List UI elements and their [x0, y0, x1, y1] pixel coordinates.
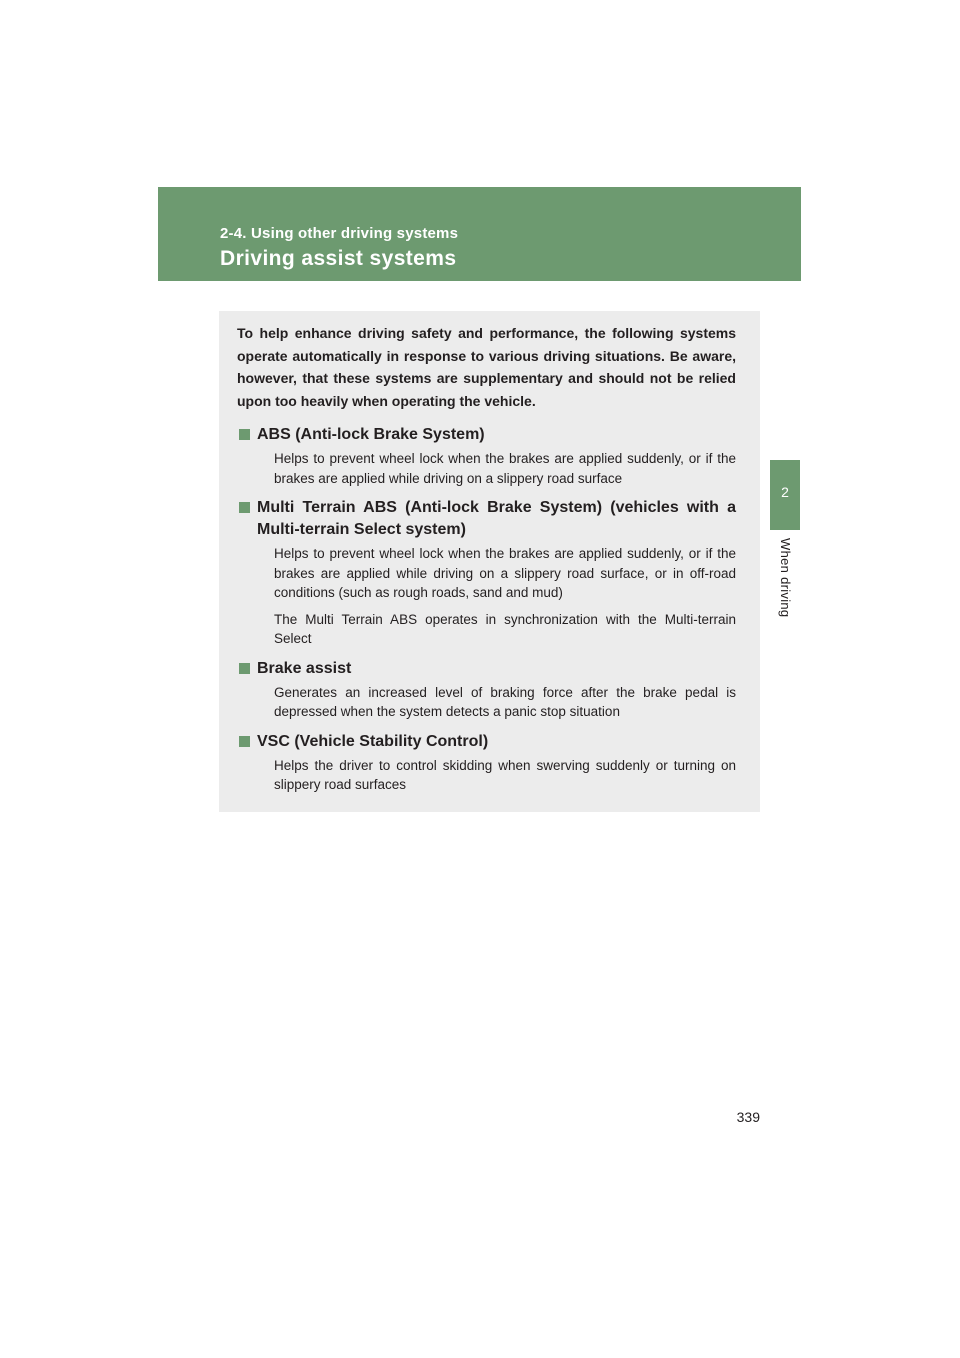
item-title	[237, 424, 736, 446]
item-description: Helps to prevent wheel lock when the brakes are applied suddenly, or if the brakes are applied while driving on a slippery road surface, or in off-road conditions (such as rough roads, sand and mud)	[274, 546, 736, 600]
item-title-text: ABS (Anti-lock Brake System)	[257, 426, 485, 443]
item-description: Generates an increased level of braking force after the brake pedal is depressed when the system detects a panic stop situation	[274, 684, 736, 719]
page-number: 339	[736, 1109, 760, 1125]
item-title-text: Brake assist	[257, 659, 352, 677]
item-title	[237, 497, 736, 541]
section-label: 2-4. Using other driving systems	[220, 225, 459, 242]
list-item-abs	[237, 424, 736, 488]
item-description: Helps to prevent wheel lock when the brakes are applied suddenly, or if the brakes are applied while driving on a slippery road surface	[274, 451, 736, 486]
chapter-header-band	[158, 187, 801, 281]
item-title	[237, 731, 736, 753]
list-item-brake-assist	[237, 658, 736, 722]
list-item-multi-terrain-abs	[237, 497, 736, 649]
item-description: The Multi Terrain ABS operates in synchronization with the Multi-terrain Select	[274, 611, 736, 646]
item-description: Helps the driver to control skidding when swerving suddenly or turning on slippery road surfaces	[274, 757, 736, 792]
square-bullet-icon	[239, 429, 250, 440]
intro-paragraph: To help enhance driving safety and performance, the following systems operate automatically in response to various driving situations. Be aware, however, that these systems are supplementary and should not be relied upon too heavily when operating the vehicle.	[237, 325, 736, 409]
item-title	[237, 658, 736, 680]
item-title-text: Multi Terrain ABS (Anti-lock Brake System) (vehicles with a Multi-terrain Select system)	[257, 499, 736, 538]
square-bullet-icon	[239, 736, 250, 747]
list-item-vsc	[237, 731, 736, 795]
page-heading: Driving assist systems	[220, 247, 457, 270]
chapter-side-tab[interactable]	[770, 460, 800, 530]
item-title-text: VSC (Vehicle Stability Control)	[257, 732, 489, 750]
square-bullet-icon	[239, 502, 250, 513]
square-bullet-icon	[239, 663, 250, 674]
chapter-number: 2	[781, 484, 789, 500]
content-box	[219, 311, 760, 812]
chapter-label: When driving	[778, 538, 793, 618]
